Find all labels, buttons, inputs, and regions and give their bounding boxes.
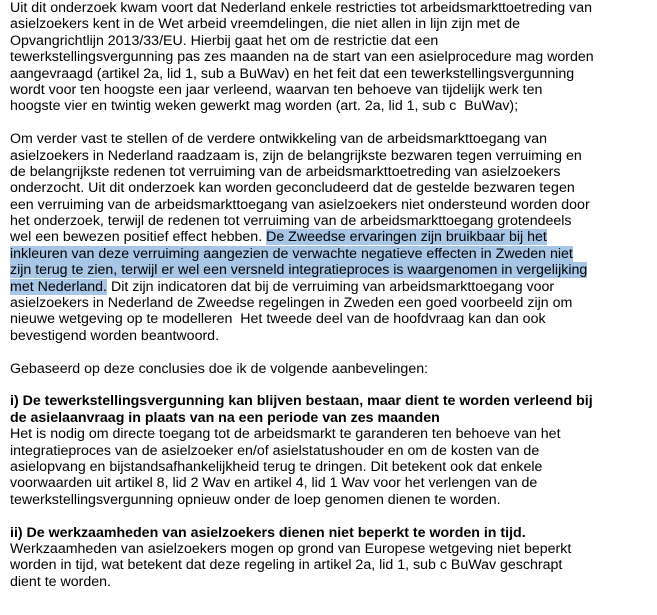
text-segment: Dit zijn indicatoren dat bij de verruiming van arbeidsmarkttoegang voor xyxy=(107,278,555,295)
text-segment: asielzoekers in Nederland raadzaam is, zijn de belangrijkste bezwaren tegen verruiming en xyxy=(10,147,582,164)
text-segment: Uit dit onderzoek kwam voort dat Nederland enkele restricties tot arbeidsmarkttoetreding van xyxy=(10,0,592,16)
text-segment: Werkzaamheden van asielzoekers mogen op grond van Europese wetgeving niet beperkt xyxy=(10,540,572,557)
text-segment: Om verder vast te stellen of de verdere ontwikkeling van de arbeidsmarkttoegang van xyxy=(10,131,548,148)
text-line xyxy=(10,541,650,557)
paragraph xyxy=(10,525,650,591)
highlighted-text: zijn terug te zien, terwijl er wel een versneld integratieproces is waargenomen in vergelijking xyxy=(10,262,588,279)
bold-heading-text: i) De tewerkstellingsvergunning kan blijven bestaan, maar dient te worden verleend bij xyxy=(10,393,593,410)
text-line xyxy=(10,295,650,311)
text-line xyxy=(10,557,650,573)
text-segment: tewerkstellingsvergunning opnieuw onder de loep genomen dienen te worden. xyxy=(10,491,501,508)
document-page xyxy=(10,0,650,606)
text-line xyxy=(10,393,650,409)
text-line xyxy=(10,443,650,459)
text-segment: onderzocht. Uit dit onderzoek kan worden geconcludeerd dat de gestelde bezwaren tegen xyxy=(10,180,575,197)
text-segment: integratieproces van de asielzoeker en/of asielstatushouder en om de kosten van de xyxy=(10,442,540,459)
text-line xyxy=(10,213,650,229)
text-segment: asielzoekers in Nederland de Zweedse regelingen in Zweden een goed voorbeeld zijn om xyxy=(10,295,573,312)
paragraph xyxy=(10,393,650,508)
text-line xyxy=(10,410,650,426)
text-line xyxy=(10,361,650,377)
text-segment: de belangrijkste redenen tot verruiming van de arbeidsmarkttoetreding van asielzoekers xyxy=(10,163,561,180)
text-segment: tewerkstellingsvergunning pas zes maanden na de start van een asielprocedure mag worden xyxy=(10,49,594,66)
text-line xyxy=(10,0,650,16)
text-segment: wordt voor ten hoogste een jaar verleend, waarvan ten behoeve van tijdelijk werk ten xyxy=(10,81,543,98)
text-line xyxy=(10,229,650,245)
text-line xyxy=(10,148,650,164)
text-line xyxy=(10,328,650,344)
text-segment: hoogste vier en twintig weken gewerkt mag worden (art. 2a, lid 1, sub c BuWav); xyxy=(10,98,519,115)
text-segment: nieuwe wetgeving op te modelleren Het tweede deel van de hoofdvraag kan dan ook xyxy=(10,311,546,328)
text-segment: bevestigend worden beantwoord. xyxy=(10,327,220,344)
text-line xyxy=(10,262,650,278)
text-segment: Het is nodig om directe toegang tot de arbeidsmarkt te garanderen ten behoeve van het xyxy=(10,426,561,443)
highlighted-text: inkleuren van deze verruiming aangezien de verwachte negatieve effecten in Zweden niet xyxy=(10,245,573,262)
text-line xyxy=(10,98,650,114)
text-line xyxy=(10,279,650,295)
text-segment: worden in tijd, wat betekent dat deze regeling in artikel 2a, lid 1, sub c BuWav geschrapt xyxy=(10,557,563,574)
text-line xyxy=(10,459,650,475)
highlighted-text: De Zweedse ervaringen zijn bruikbaar bij het xyxy=(266,229,547,246)
text-line xyxy=(10,525,650,541)
paragraph xyxy=(10,361,650,377)
text-line xyxy=(10,16,650,32)
text-line xyxy=(10,311,650,327)
text-segment: voorwaarden uit artikel 8, lid 2 Wav en artikel 4, lid 1 Wav voor het verlengen van de xyxy=(10,475,538,492)
text-segment: dient te worden. xyxy=(10,573,111,590)
text-line xyxy=(10,131,650,147)
text-line xyxy=(10,82,650,98)
text-line xyxy=(10,66,650,82)
text-line xyxy=(10,246,650,262)
text-segment: Gebaseerd op deze conclusies doe ik de volgende aanbevelingen: xyxy=(10,360,429,377)
highlighted-text: met Nederland. xyxy=(10,278,107,295)
text-segment: wel een bewezen positief effect hebben. xyxy=(10,229,267,246)
text-line xyxy=(10,197,650,213)
text-line xyxy=(10,180,650,196)
text-line xyxy=(10,574,650,590)
text-segment: asielzoekers kent in de Wet arbeid vreemdelingen, die niet allen in lijn zijn met de xyxy=(10,16,520,33)
paragraph xyxy=(10,0,650,115)
text-segment: aangevraagd (artikel 2a, lid 1, sub a BuWav) en het feit dat een tewerkstellingsvergunning xyxy=(10,65,575,82)
text-segment: een verruiming van de arbeidsmarkttoegang van asielzoekers niet ondersteund worden door xyxy=(10,196,590,213)
bold-heading-text: ii) De werkzaamheden van asielzoekers dienen niet beperkt te worden in tijd. xyxy=(10,524,526,541)
text-line xyxy=(10,426,650,442)
text-line xyxy=(10,492,650,508)
text-segment: Opvangrichtlijn 2013/33/EU. Hierbij gaat het om de restrictie dat een xyxy=(10,32,439,49)
text-segment: asielopvang en bijstandsafhankelijkheid terug te dringen. Dit betekent ook dat enkele xyxy=(10,458,543,475)
text-line xyxy=(10,49,650,65)
bold-heading-text: de asielaanvraag in plaats van na een periode van zes maanden xyxy=(10,409,440,426)
text-line xyxy=(10,164,650,180)
text-segment: het onderzoek, terwijl de redenen tot verruiming van de arbeidsmarkttoegang grotendeels xyxy=(10,213,572,230)
paragraph xyxy=(10,131,650,344)
text-line xyxy=(10,475,650,491)
text-line xyxy=(10,33,650,49)
